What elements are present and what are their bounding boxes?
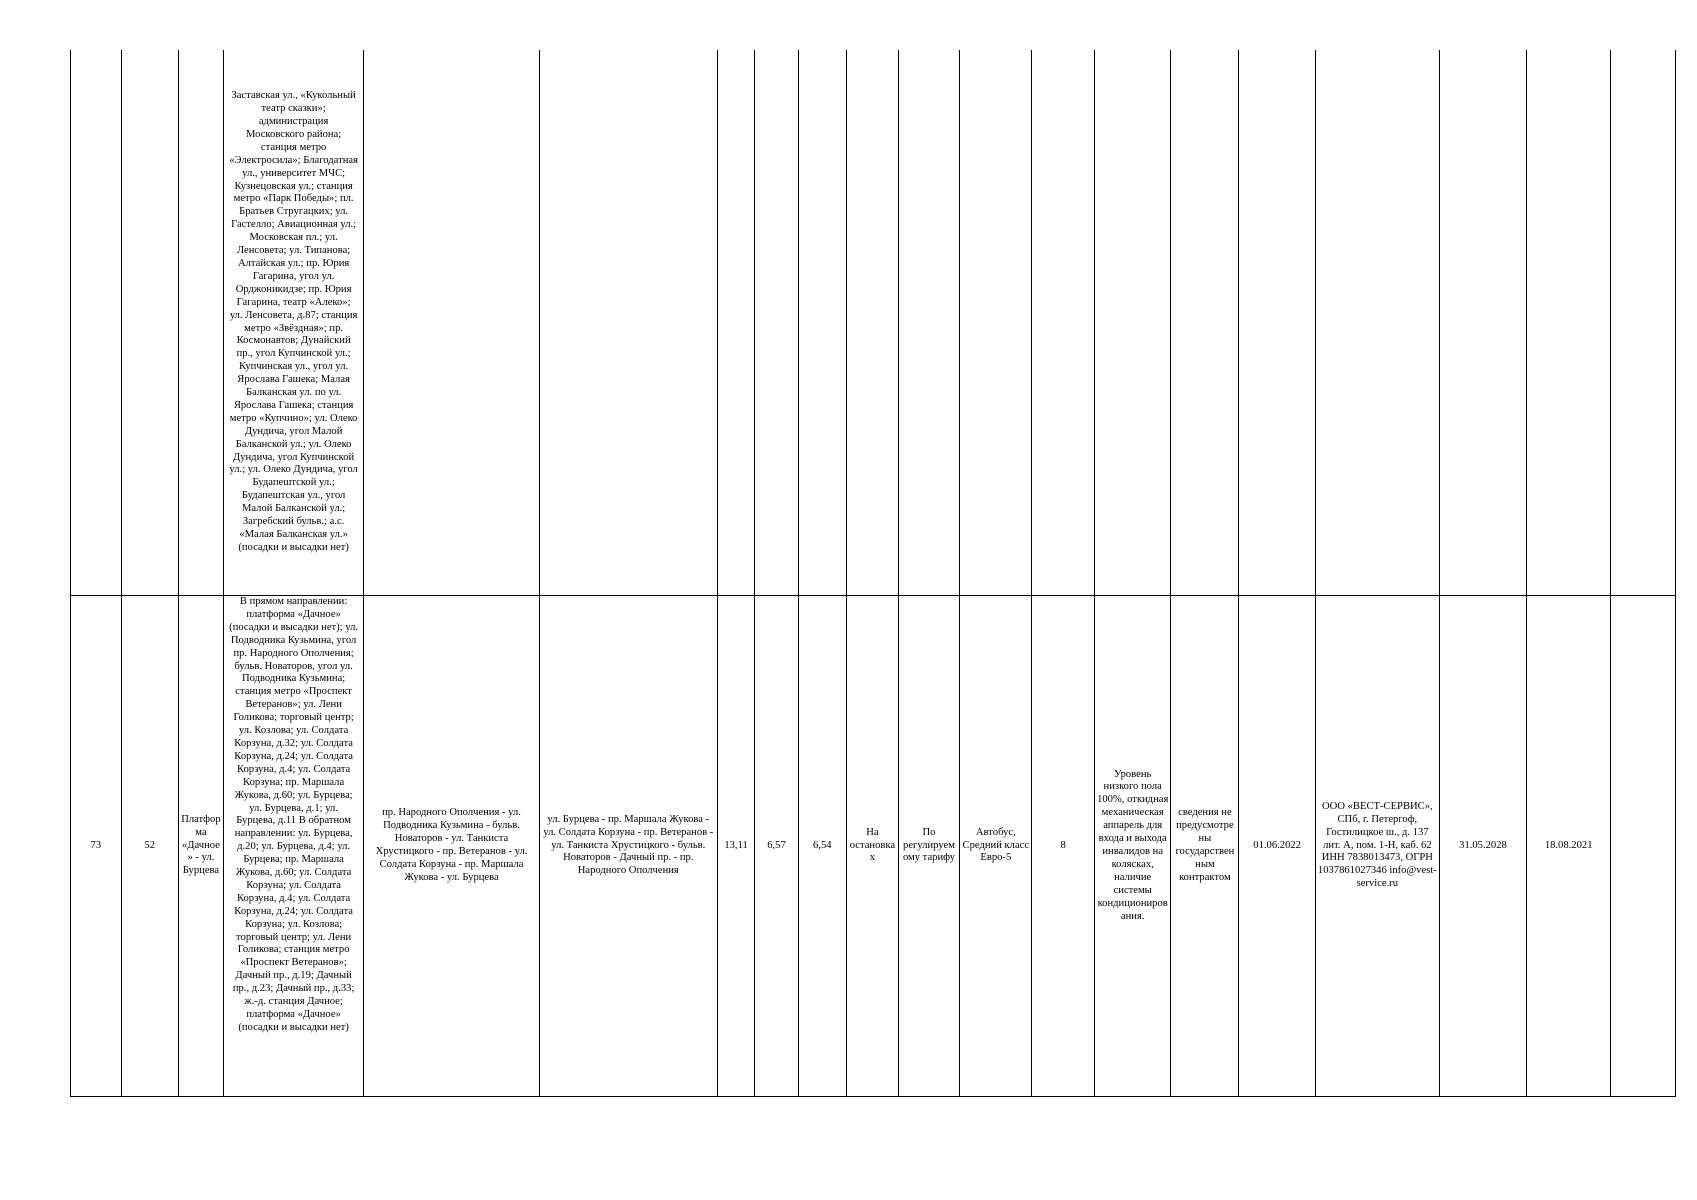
cell-contract-end [1439,50,1526,596]
route-registry-table [70,50,1676,1097]
table-row [71,50,1676,596]
cell-length-backward: 6,54 [798,596,847,1097]
cell-notes [1611,596,1676,1097]
cell-length-forward [755,50,798,596]
stops-list: В прямом направлении: платформа «Дачное» (посадки и высадки нет); ул. Подводника Кузьмина, угол пр. Народного Ополчения; бульв. Новаторов, угол ул. Подводника Кузьмина; станция метро «Проспект Ветеранов»; ул. Лени Голикова; торговый центр; ул. Козлова; ул. Солдата Корзуна, д.32; ул. Солдата Корзуна, д.24; ул. Солдата Корзуна, д.4; ул. Солдата Корзуна; пр. Маршала Жукова, д.60; ул. Бурцева; ул. Бурцева, д.1; ул. Бурцева, д.11 В обратном направлении: ул. Бурцева, д.20; ул. Бурцева, д.4; ул. Бурцева; пр. Маршала Жукова, д.60; ул. Солдата Корзуна; ул. Солдата Корзуна, д.4; ул. Солдата Корзуна, д.24; ул. Солдата Корзуна; ул. Козлова; торговый центр; ул. Лени Голикова; станция метро «Проспект Ветеранов»; Дачный пр., д.19; Дачный пр., д.23; Дачный пр., д.33; ж.-д. станция Дачное; платформа «Дачное» (посадки и высадки нет) [229,596,359,1033]
cell-streets-forward: пр. Народного Ополчения - ул. Подводника Кузьмина - бульв. Новаторов - ул. Танкиста Хрустицкого - пр. Ветеранов - ул. Солдата Корзуна - пр. Маршала Жукова - ул. Бурцева [364,596,540,1097]
cell-stop-order: На остановках [847,596,899,1097]
cell-length-total: 13,11 [717,596,755,1097]
cell-reg-number: 73 [71,596,122,1097]
cell-vehicle-features [1094,50,1171,596]
cell-start-date: 01.06.2022 [1239,596,1316,1097]
cell-contract-date [1527,50,1611,596]
cell-route-name: Платформа «Дачное» - ул. Бурцева [178,596,223,1097]
cell-start-date [1239,50,1316,596]
cell-notes [1611,50,1676,596]
cell-streets-forward [364,50,540,596]
cell-subsidy-info: сведения не предусмотрены государственным контрактом [1171,596,1239,1097]
cell-reg-number [71,50,122,596]
cell-vehicle-features: Уровень низкого пола 100%, откидная механическая аппарель для входа и выхода инвалидов на колясках, наличие системы кондиционирования. [1094,596,1171,1097]
cell-route-number: 52 [121,596,178,1097]
cell-fare-type: По регулируемому тарифу [898,596,959,1097]
cell-vehicle-count: 8 [1032,596,1095,1097]
cell-length-backward [798,50,847,596]
cell-route-name [178,50,223,596]
cell-stop-order [847,50,899,596]
cell-vehicle-count [1032,50,1095,596]
cell-length-total [717,50,755,596]
cell-contract-end: 31.05.2028 [1439,596,1526,1097]
cell-vehicle: Автобус, Средний класс Евро-5 [960,596,1032,1097]
table-row [71,596,1676,1097]
cell-carrier: ООО «ВЕСТ-СЕРВИС», СПб, г. Петергоф, Гостилицкое ш., д. 137 лит. А, пом. 1-Н, каб. 62 ИНН 7838013473, ОГРН 1037861027346 info@vest-service.ru [1315,596,1439,1097]
cell-carrier [1315,50,1439,596]
cell-subsidy-info [1171,50,1239,596]
cell-stops [224,596,364,1097]
cell-contract-date: 18.08.2021 [1527,596,1611,1097]
cell-streets-backward: ул. Бурцева - пр. Маршала Жукова - ул. Солдата Корзуна - пр. Ветеранов - ул. Танкиста Хрустицкого - бульв. Новаторов - Дачный пр. - пр. Народного Ополчения [539,596,717,1097]
cell-vehicle [960,50,1032,596]
cell-streets-backward [539,50,717,596]
cell-fare-type [898,50,959,596]
cell-stops [224,50,364,596]
cell-length-forward: 6,57 [755,596,798,1097]
stops-list: Заставская ул., «Кукольный театр сказки»; администрация Московского района; станция метро «Электросила»; Благодатная ул., университет МЧС; Кузнецовская ул.; станция метро «Парк Победы»; пл. Братьев Стругацких; ул. Гастелло; Авиационная ул.; Московская пл.; ул. Ленсовета; ул. Типанова; Алтайская ул.; пр. Юрия Гагарина, угол ул. Орджоникидзе; пр. Юрия Гагарина, театр «Алеко»; ул. Ленсовета, д.87; станция метро «Звёздная»; пр. Космонавтов; Дунайский пр., угол Купчинской ул.; Купчинская ул., угол ул. Ярослава Гашека; Малая Балканская ул. по ул. Ярослава Гашека; станция метро «Купчино»; ул. Олеко Дундича, угол Малой Балканской ул.; ул. Олеко Дундича, угол Купчинской ул.; ул. Олеко Дундича, угол Будапештской ул.; Будапештская ул., угол Малой Балканской ул.; Загребский бульв.; а.с. «Малая Балканская ул.» (посадки и высадки нет) [229,90,358,553]
cell-route-number [121,50,178,596]
